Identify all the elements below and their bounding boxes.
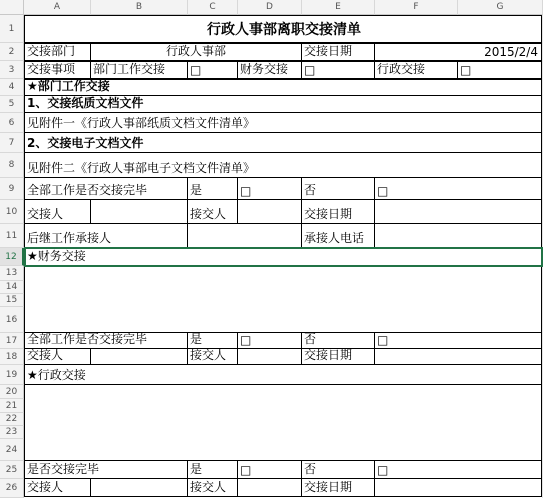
handover-person-label[interactable]: 交接人 bbox=[24, 199, 91, 224]
row-header-23[interactable]: 23 bbox=[0, 426, 24, 439]
admin-yes-label[interactable]: 是 bbox=[187, 460, 238, 479]
handover-date-label[interactable]: 交接日期 bbox=[301, 199, 375, 224]
column-header-e[interactable]: E bbox=[302, 0, 375, 15]
column-header-c[interactable]: C bbox=[188, 0, 238, 15]
receiver-value[interactable] bbox=[237, 199, 302, 224]
section-admin[interactable]: ★行政交接 bbox=[24, 364, 542, 385]
row-header-5[interactable]: 5 bbox=[0, 96, 24, 113]
no-checkbox[interactable]: □ bbox=[374, 177, 542, 200]
receiver-label[interactable]: 接交人 bbox=[187, 199, 238, 224]
row-header-21[interactable]: 21 bbox=[0, 399, 24, 413]
paper-docs-detail[interactable]: 见附件一《行政人事部纸质文档文件清单》 bbox=[24, 112, 542, 133]
admin-no-label[interactable]: 否 bbox=[301, 460, 375, 479]
finance-handover-date-value[interactable] bbox=[374, 348, 542, 365]
row-header-2[interactable]: 2 bbox=[0, 43, 24, 61]
row-header-12[interactable]: 12 bbox=[0, 248, 24, 266]
finance-yes-label[interactable]: 是 bbox=[187, 332, 238, 349]
column-header-b[interactable]: B bbox=[91, 0, 188, 15]
row-header-4[interactable]: 4 bbox=[0, 79, 24, 96]
no-label[interactable]: 否 bbox=[301, 177, 375, 200]
dept-label[interactable]: 交接部门 bbox=[24, 43, 91, 61]
row-header-25[interactable]: 25 bbox=[0, 461, 24, 479]
admin-checkbox[interactable]: □ bbox=[457, 61, 542, 79]
row-header-22[interactable]: 22 bbox=[0, 413, 24, 426]
row-header-19[interactable]: 19 bbox=[0, 365, 24, 385]
row-header-18[interactable]: 18 bbox=[0, 349, 24, 365]
section-dept-work[interactable]: ★部门工作交接 bbox=[24, 79, 542, 96]
admin-receiver-value[interactable] bbox=[237, 478, 302, 497]
dept-work-option[interactable]: 部门工作交接 bbox=[90, 61, 188, 79]
admin-notes-area[interactable] bbox=[24, 384, 542, 461]
finance-receiver-value[interactable] bbox=[237, 348, 302, 365]
row-header-9[interactable]: 9 bbox=[0, 178, 24, 200]
admin-option[interactable]: 行政交接 bbox=[374, 61, 458, 79]
column-header-f[interactable]: F bbox=[375, 0, 458, 15]
row-header-16[interactable]: 16 bbox=[0, 307, 24, 333]
handover-person-value[interactable] bbox=[90, 199, 188, 224]
row-header-6[interactable]: 6 bbox=[0, 113, 24, 133]
finance-no-label[interactable]: 否 bbox=[301, 332, 375, 349]
dept-value[interactable]: 行政人事部 bbox=[90, 43, 302, 61]
section-finance[interactable]: ★财务交接 bbox=[24, 247, 542, 266]
row-header-14[interactable]: 14 bbox=[0, 281, 24, 294]
row-header-26[interactable]: 26 bbox=[0, 479, 24, 498]
row-header-11[interactable]: 11 bbox=[0, 224, 24, 248]
yes-checkbox[interactable]: □ bbox=[237, 177, 302, 200]
sub-electronic-docs[interactable]: 2、交接电子文档文件 bbox=[24, 132, 542, 153]
column-header-d[interactable]: D bbox=[238, 0, 302, 15]
admin-done-question[interactable]: 是否交接完毕 bbox=[24, 460, 188, 479]
admin-yes-checkbox[interactable]: □ bbox=[237, 460, 302, 479]
date-value[interactable]: 2015/2/4 bbox=[374, 43, 542, 61]
row-header-13[interactable]: 13 bbox=[0, 266, 24, 281]
finance-receiver-label[interactable]: 接交人 bbox=[187, 348, 238, 365]
admin-handover-person-label[interactable]: 交接人 bbox=[24, 478, 91, 497]
sub-paper-docs[interactable]: 1、交接纸质文档文件 bbox=[24, 95, 542, 113]
successor-phone-value[interactable] bbox=[374, 223, 542, 248]
sheet-title[interactable]: 行政人事部离职交接清单 bbox=[24, 15, 542, 43]
successor-label[interactable]: 后继工作承接人 bbox=[24, 223, 188, 248]
finance-no-checkbox[interactable]: □ bbox=[374, 332, 542, 349]
successor-phone-label[interactable]: 承接人电话 bbox=[301, 223, 375, 248]
finance-handover-person-label[interactable]: 交接人 bbox=[24, 348, 91, 365]
admin-handover-date-value[interactable] bbox=[374, 478, 542, 497]
row-header-20[interactable]: 20 bbox=[0, 385, 24, 399]
handover-date-value[interactable] bbox=[374, 199, 542, 224]
finance-done-question[interactable]: 全部工作是否交接完毕 bbox=[24, 332, 188, 349]
finance-yes-checkbox[interactable]: □ bbox=[237, 332, 302, 349]
finance-handover-date-label[interactable]: 交接日期 bbox=[301, 348, 375, 365]
all-done-question[interactable]: 全部工作是否交接完毕 bbox=[24, 177, 188, 200]
row-header-3[interactable]: 3 bbox=[0, 61, 24, 79]
admin-receiver-label[interactable]: 接交人 bbox=[187, 478, 238, 497]
row-header-7[interactable]: 7 bbox=[0, 133, 24, 153]
row-header-8[interactable]: 8 bbox=[0, 153, 24, 178]
electronic-docs-detail[interactable]: 见附件二《行政人事部电子文档文件清单》 bbox=[24, 152, 542, 178]
yes-label[interactable]: 是 bbox=[187, 177, 238, 200]
finance-notes-area[interactable] bbox=[24, 265, 542, 333]
successor-value[interactable] bbox=[187, 223, 302, 248]
column-header-a[interactable]: A bbox=[24, 0, 91, 15]
date-label[interactable]: 交接日期 bbox=[301, 43, 375, 61]
row-header-24[interactable]: 24 bbox=[0, 439, 24, 461]
row-header-10[interactable]: 10 bbox=[0, 200, 24, 224]
admin-handover-person-value[interactable] bbox=[90, 478, 188, 497]
row-header-1[interactable]: 1 bbox=[0, 15, 24, 43]
dept-work-checkbox[interactable]: □ bbox=[187, 61, 238, 79]
admin-no-checkbox[interactable]: □ bbox=[374, 460, 542, 479]
items-label[interactable]: 交接事项 bbox=[24, 61, 91, 79]
row-header-15[interactable]: 15 bbox=[0, 294, 24, 307]
row-header-17[interactable]: 17 bbox=[0, 333, 24, 349]
admin-handover-date-label[interactable]: 交接日期 bbox=[301, 478, 375, 497]
finance-handover-person-value[interactable] bbox=[90, 348, 188, 365]
column-header-g[interactable]: G bbox=[458, 0, 543, 15]
finance-checkbox[interactable]: □ bbox=[301, 61, 375, 79]
select-all-corner[interactable] bbox=[0, 0, 24, 15]
finance-option[interactable]: 财务交接 bbox=[237, 61, 302, 79]
